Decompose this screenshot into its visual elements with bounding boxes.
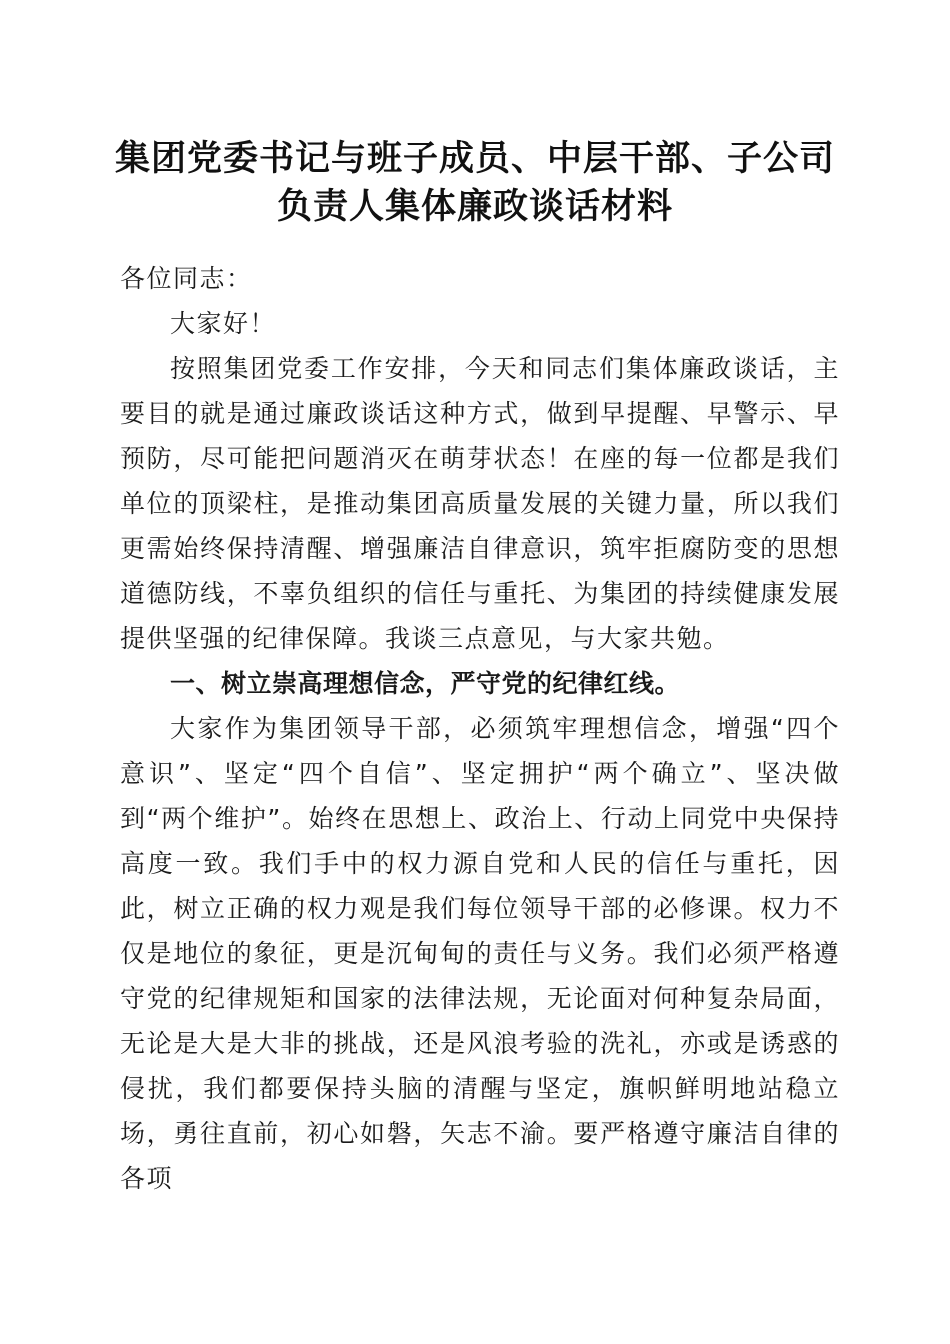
intro-paragraph: 按照集团党委工作安排，今天和同志们集体廉政谈话，主要目的就是通过廉政谈话这种方式，做到早提醒、早警示、早预防，尽可能把问题消灭在萌芽状态！在座的每一位都是我们单位的顶梁柱，是推动集团高质量发展的关键力量，所以我们更需始终保持清醒、增强廉洁自律意识，筑牢拒腐防变的思想道德防线，不辜负组织的信任与重托、为集团的持续健康发展提供坚强的纪律保障。我谈三点意见，与大家共勉。 xyxy=(120,354,840,653)
section-1-heading: 一、树立崇高理想信念，严守党的纪律红线。 xyxy=(170,669,681,698)
document-body xyxy=(120,256,840,1201)
salutation: 各位同志： xyxy=(120,264,253,293)
greeting: 大家好！ xyxy=(170,309,277,338)
section-1-paragraph: 大家作为集团领导干部，必须筑牢理想信念，增强“四个意识”、坚定“四个自信”、坚定拥护“两个确立”、坚决做到“两个维护”。始终在思想上、政治上、行动上同党中央保持高度一致。我们手中的权力源自党和人民的信任与重托，因此，树立正确的权力观是我们每位领导干部的必修课。权力不仅是地位的象征，更是沉甸甸的责任与义务。我们必须严格遵守党的纪律规矩和国家的法律法规，无论面对何种复杂局面，无论是大是大非的挑战，还是风浪考验的洗礼，亦或是诱惑的侵扰，我们都要保持头脑的清醒与坚定，旗帜鲜明地站稳立场，勇往直前，初心如磐，矢志不渝。要严格遵守廉洁自律的各项 xyxy=(120,714,840,1193)
document-title-line-1: 集团党委书记与班子成员、中层干部、子公司 xyxy=(114,138,835,179)
document-title-line-2: 负责人集体廉政谈话材料 xyxy=(276,186,673,227)
